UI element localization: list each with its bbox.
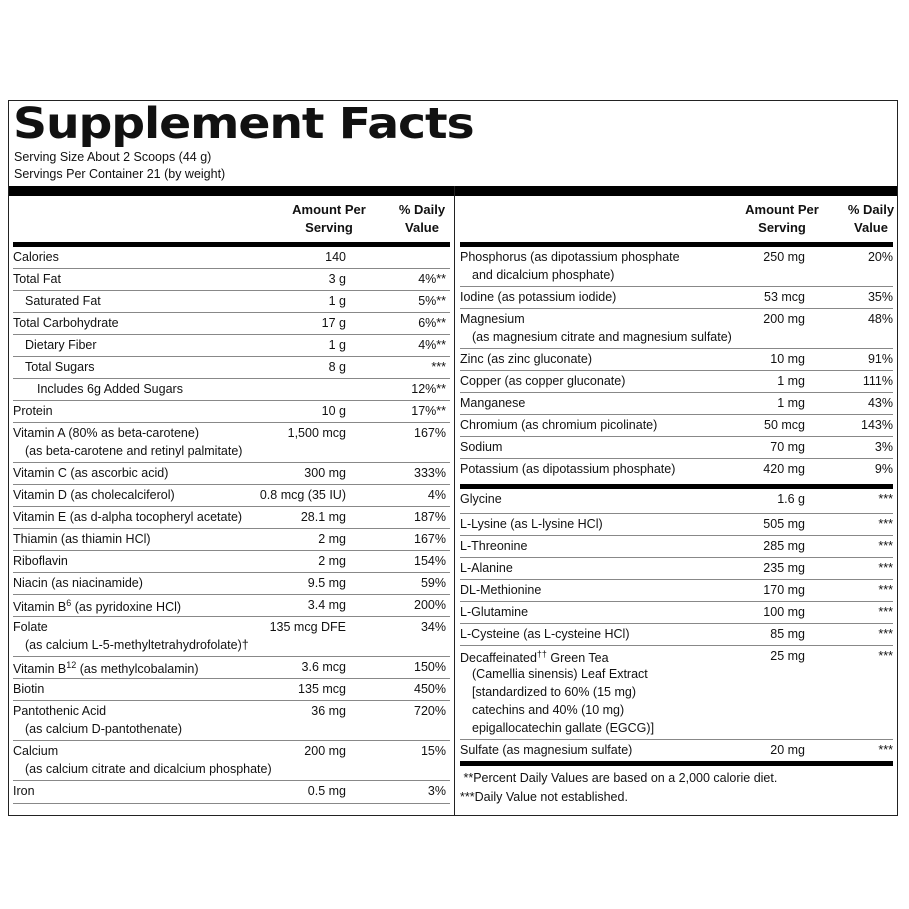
nutrient-superscript: 6	[66, 598, 72, 608]
amount-value: 170 mg	[763, 583, 805, 597]
nutrient-name	[13, 598, 181, 614]
nutrient-name	[460, 605, 528, 619]
daily-value: 154%	[414, 554, 446, 568]
amount-value: 10 mg	[770, 352, 805, 366]
daily-value: 5%**	[418, 294, 446, 308]
daily-value: 450%	[414, 682, 446, 696]
amount-value: 300 mg	[304, 466, 346, 480]
amount-value: 70 mg	[770, 440, 805, 454]
daily-value: 3%	[427, 784, 446, 798]
nutrient-name	[13, 744, 58, 758]
amount-value: 1 mg	[777, 396, 805, 410]
daily-value: ***	[878, 517, 893, 531]
nutrient-row	[13, 657, 450, 679]
nutrient-name	[460, 561, 513, 575]
nutrient-name	[460, 649, 609, 665]
daily-value: ***	[878, 627, 893, 641]
nutrient-name	[13, 466, 168, 480]
nutrient-row	[460, 602, 893, 624]
daily-value: 187%	[414, 510, 446, 524]
nutrient-name-text: Total Carbohydrate	[13, 316, 119, 330]
nutrient-name	[460, 290, 616, 304]
nutrient-name-text: Protein	[13, 404, 53, 418]
nutrient-row	[460, 459, 893, 489]
serving-size: Serving Size About 2 Scoops (44 g)	[14, 150, 212, 164]
nutrient-name-text: Glycine	[460, 492, 502, 506]
daily-value: 15%	[420, 744, 446, 758]
daily-value: 111%	[862, 374, 893, 388]
nutrient-name-text: Niacin (as niacinamide)	[13, 576, 143, 590]
nutrient-name	[13, 272, 61, 286]
nutrient-name-text: Total Sugars	[25, 360, 95, 374]
nutrient-name-text: Sulfate (as magnesium sulfate)	[460, 743, 633, 757]
amount-value: 200 mg	[763, 312, 805, 326]
nutrient-source: (as beta-carotene and retinyl palmitate)	[25, 444, 243, 458]
daily-value: 48%	[867, 312, 893, 326]
nutrient-name-text: Vitamin D (as cholecalciferol)	[13, 488, 175, 502]
amount-value: 235 mg	[763, 561, 805, 575]
nutrient-name-text: Chromium (as chromium picolinate)	[460, 418, 658, 432]
amount-value: 140	[325, 250, 346, 264]
amount-per-serving-header: Amount Per Serving	[745, 202, 819, 235]
daily-value: ***	[878, 583, 893, 597]
amount-value: 2 mg	[318, 554, 346, 568]
nutrient-superscript: ††	[536, 649, 547, 659]
amount-value: 53 mcg	[764, 290, 805, 304]
nutrient-source: (as magnesium citrate and magnesium sulfate)	[472, 330, 732, 344]
nutrient-source: and dicalcium phosphate)	[472, 268, 615, 282]
nutrient-name	[25, 294, 101, 308]
daily-value: 6%**	[418, 316, 446, 330]
nutrient-name	[13, 704, 106, 718]
nutrient-name-text: Vitamin E (as d-alpha tocopheryl acetate)	[13, 510, 243, 524]
amount-value: 9.5 mg	[307, 576, 346, 590]
nutrient-row	[13, 741, 450, 781]
daily-value: 9%	[874, 462, 893, 476]
right-column	[460, 196, 893, 807]
nutrient-row	[460, 247, 893, 287]
nutrient-name-text: Zinc (as zinc gluconate)	[460, 352, 593, 366]
servings-per-container: Servings Per Container 21 (by weight)	[14, 167, 226, 181]
amount-value: 505 mg	[763, 517, 805, 531]
nutrient-row	[460, 624, 893, 646]
nutrient-name-text: Biotin	[13, 682, 45, 696]
amount-value: 1,500 mcg	[287, 426, 346, 440]
amount-value: 200 mg	[304, 744, 346, 758]
daily-value: 4%	[427, 488, 446, 502]
daily-value: ***	[431, 360, 446, 374]
nutrient-name	[460, 539, 527, 553]
nutrient-row	[460, 646, 893, 740]
amount-value: 285 mg	[763, 539, 805, 553]
footnotes	[460, 766, 893, 807]
daily-value: 167%	[414, 426, 446, 440]
nutrient-name-text: Copper (as copper gluconate)	[460, 374, 626, 388]
nutrient-name	[13, 576, 143, 590]
nutrient-name	[460, 627, 630, 641]
amount-value: 1.6 g	[777, 492, 805, 506]
daily-value: 35%	[867, 290, 893, 304]
nutrient-row	[13, 529, 450, 551]
left-column	[13, 196, 450, 804]
amount-value: 20 mg	[770, 743, 805, 757]
nutrient-name	[460, 396, 525, 410]
daily-value: 20%	[867, 250, 893, 264]
daily-value: 333%	[414, 466, 446, 480]
nutrient-name-text: Vitamin C (as ascorbic acid)	[13, 466, 169, 480]
amount-value: 3.4 mg	[307, 598, 346, 612]
daily-value: 34%	[420, 620, 446, 634]
nutrient-name-text: Folate	[13, 620, 48, 634]
nutrient-name-rest: (as pyridoxine HCl)	[71, 600, 182, 615]
amount-value: 0.5 mg	[307, 784, 346, 798]
daily-value: 720%	[414, 704, 446, 718]
nutrient-name-text: Vitamin B	[13, 600, 67, 615]
nutrient-row	[460, 371, 893, 393]
nutrient-row	[460, 489, 893, 514]
nutrient-source: (as calcium L-5-methyltetrahydrofolate)†	[25, 638, 249, 652]
nutrient-name	[460, 312, 525, 326]
nutrient-row	[460, 558, 893, 580]
nutrient-superscript: 12	[66, 660, 77, 670]
daily-value: 143%	[861, 418, 893, 432]
nutrient-name-text: Decaffeinated	[460, 651, 537, 666]
amount-value: 1 g	[328, 294, 346, 308]
nutrient-name-text: Pantothenic Acid	[13, 704, 107, 718]
amount-value: 420 mg	[763, 462, 805, 476]
nutrient-source-line: (Camellia sinensis) Leaf Extract	[472, 667, 648, 681]
daily-value: 43%	[867, 396, 893, 410]
amount-value: 250 mg	[763, 250, 805, 264]
nutrient-row	[13, 313, 450, 335]
nutrient-name-text: L-Cysteine (as L-cysteine HCl)	[460, 627, 630, 641]
daily-value: ***	[878, 743, 893, 757]
nutrient-name-text: Vitamin B	[13, 662, 67, 677]
nutrient-name	[13, 620, 48, 634]
nutrient-name	[460, 583, 541, 597]
amount-per-serving-header: Amount Per Serving	[292, 202, 366, 235]
nutrient-name-rest: Green Tea	[546, 651, 609, 666]
nutrient-row	[13, 379, 450, 401]
nutrient-row	[460, 437, 893, 459]
supplement-facts-panel	[8, 100, 898, 816]
nutrient-row	[13, 595, 450, 617]
daily-value: 91%	[867, 352, 893, 366]
nutrient-row	[13, 701, 450, 741]
nutrient-name	[13, 554, 68, 568]
nutrient-source: (as calcium citrate and dicalcium phosphate)	[25, 762, 272, 776]
nutrient-name	[37, 382, 183, 396]
nutrient-name	[25, 360, 94, 374]
nutrient-source-line: epigallocatechin gallate (EGCG)]	[472, 721, 655, 735]
nutrient-row	[13, 485, 450, 507]
nutrient-row	[460, 287, 893, 309]
daily-value: 200%	[414, 598, 446, 612]
nutrient-row	[13, 335, 450, 357]
nutrient-name	[460, 492, 502, 506]
nutrient-row	[13, 617, 450, 657]
column-divider	[454, 186, 455, 815]
amount-value: 25 mg	[770, 649, 805, 663]
nutrient-name	[13, 660, 199, 676]
nutrient-row	[460, 309, 893, 349]
nutrient-name	[13, 532, 151, 546]
panel-title: Supplement Facts	[13, 99, 474, 149]
daily-value: 167%	[414, 532, 446, 546]
nutrient-name	[13, 510, 242, 524]
daily-value-header: % Daily Value	[847, 202, 895, 235]
nutrient-name	[460, 418, 657, 432]
nutrient-name-text: Total Fat	[13, 272, 61, 286]
nutrient-name	[460, 517, 603, 531]
nutrient-row	[460, 415, 893, 437]
nutrient-row	[13, 401, 450, 423]
nutrient-name-rest: (as methylcobalamin)	[76, 662, 199, 677]
daily-value: 4%**	[418, 338, 446, 352]
amount-value: 135 mcg	[298, 682, 346, 696]
nutrient-name	[13, 250, 59, 264]
daily-value: 17%**	[411, 404, 446, 418]
nutrient-name-text: DL-Methionine	[460, 583, 542, 597]
amount-value: 8 g	[328, 360, 346, 374]
nutrient-name	[460, 462, 675, 476]
daily-value: 4%**	[418, 272, 446, 286]
nutrient-name	[13, 316, 119, 330]
nutrient-row	[460, 536, 893, 558]
amount-value: 85 mg	[770, 627, 805, 641]
nutrient-row	[460, 514, 893, 536]
nutrient-name	[460, 374, 625, 388]
nutrient-name	[460, 352, 592, 366]
amount-value: 100 mg	[763, 605, 805, 619]
footnote: ***Daily Value not established.	[460, 790, 628, 804]
nutrient-name-text: Calories	[13, 250, 59, 264]
nutrient-name	[460, 250, 680, 264]
amount-value: 50 mcg	[764, 418, 805, 432]
nutrient-name-text: Thiamin (as thiamin HCl)	[13, 532, 151, 546]
nutrient-name-text: Dietary Fiber	[25, 338, 97, 352]
nutrient-name-text: L-Alanine	[460, 561, 513, 575]
amount-value: 1 mg	[777, 374, 805, 388]
nutrient-name-text: Magnesium	[460, 312, 525, 326]
right-column-header	[460, 196, 893, 247]
amount-value: 36 mg	[311, 704, 346, 718]
nutrient-name-text: L-Threonine	[460, 539, 528, 553]
nutrient-row	[13, 507, 450, 529]
nutrient-row	[460, 393, 893, 415]
nutrient-name	[460, 440, 502, 454]
nutrient-name-text: Vitamin A (80% as beta-carotene)	[13, 426, 199, 440]
nutrient-name-text: Manganese	[460, 396, 526, 410]
nutrient-row	[13, 551, 450, 573]
daily-value: 150%	[414, 660, 446, 674]
nutrient-name	[13, 426, 199, 440]
nutrient-name	[460, 743, 632, 757]
nutrient-name-text: Sodium	[460, 440, 503, 454]
top-thick-bar	[9, 186, 897, 196]
nutrient-row	[13, 247, 450, 269]
nutrient-row	[13, 781, 450, 804]
amount-value: 135 mcg DFE	[269, 620, 346, 634]
nutrient-row	[13, 291, 450, 313]
amount-value: 28.1 mg	[300, 510, 346, 524]
amount-value: 2 mg	[318, 532, 346, 546]
nutrient-row	[13, 269, 450, 291]
daily-value: ***	[878, 605, 893, 619]
nutrient-name	[13, 682, 44, 696]
nutrient-row	[13, 463, 450, 485]
nutrient-name-text: L-Lysine (as L-lysine HCl)	[460, 517, 603, 531]
nutrient-name-text: Iodine (as potassium iodide)	[460, 290, 617, 304]
nutrient-name-text: Includes 6g Added Sugars	[37, 382, 183, 396]
nutrient-source: (as calcium D-pantothenate)	[25, 722, 183, 736]
daily-value: 59%	[420, 576, 446, 590]
amount-value: 10 g	[321, 404, 346, 418]
nutrient-name	[13, 784, 35, 798]
nutrient-name-text: Iron	[13, 784, 35, 798]
nutrient-name-text: Potassium (as dipotassium phosphate)	[460, 462, 676, 476]
nutrient-name-text: Phosphorus (as dipotassium phosphate	[460, 250, 680, 264]
daily-value: ***	[878, 539, 893, 553]
daily-value: ***	[878, 561, 893, 575]
daily-value: 12%**	[411, 382, 446, 396]
nutrient-row	[460, 580, 893, 602]
nutrient-name-text: L-Glutamine	[460, 605, 529, 619]
nutrient-row	[13, 573, 450, 595]
nutrient-name-text: Calcium	[13, 744, 59, 758]
nutrient-name-text: Riboflavin	[13, 554, 68, 568]
nutrient-name	[25, 338, 97, 352]
daily-value: 3%	[874, 440, 893, 454]
nutrient-name-text: Saturated Fat	[25, 294, 101, 308]
nutrient-row	[13, 357, 450, 379]
nutrient-source-line: catechins and 40% (10 mg)	[472, 703, 625, 717]
daily-value: ***	[878, 649, 893, 663]
nutrient-source-line: [standardized to 60% (15 mg)	[472, 685, 636, 699]
nutrient-name	[13, 488, 175, 502]
daily-value-header: % Daily Value	[398, 202, 446, 235]
nutrient-row	[460, 740, 893, 766]
nutrient-row	[460, 349, 893, 371]
amount-value: 17 g	[321, 316, 346, 330]
nutrient-name	[13, 404, 53, 418]
daily-value: ***	[878, 492, 893, 506]
amount-value: 3 g	[328, 272, 346, 286]
amount-value: 3.6 mcg	[301, 660, 346, 674]
left-column-header	[13, 196, 450, 247]
footnote: **Percent Daily Values are based on a 2,000 calorie diet.	[460, 771, 778, 785]
nutrient-row	[13, 423, 450, 463]
nutrient-row	[13, 679, 450, 701]
amount-value: 1 g	[328, 338, 346, 352]
amount-value: 0.8 mcg (35 IU)	[259, 488, 346, 502]
